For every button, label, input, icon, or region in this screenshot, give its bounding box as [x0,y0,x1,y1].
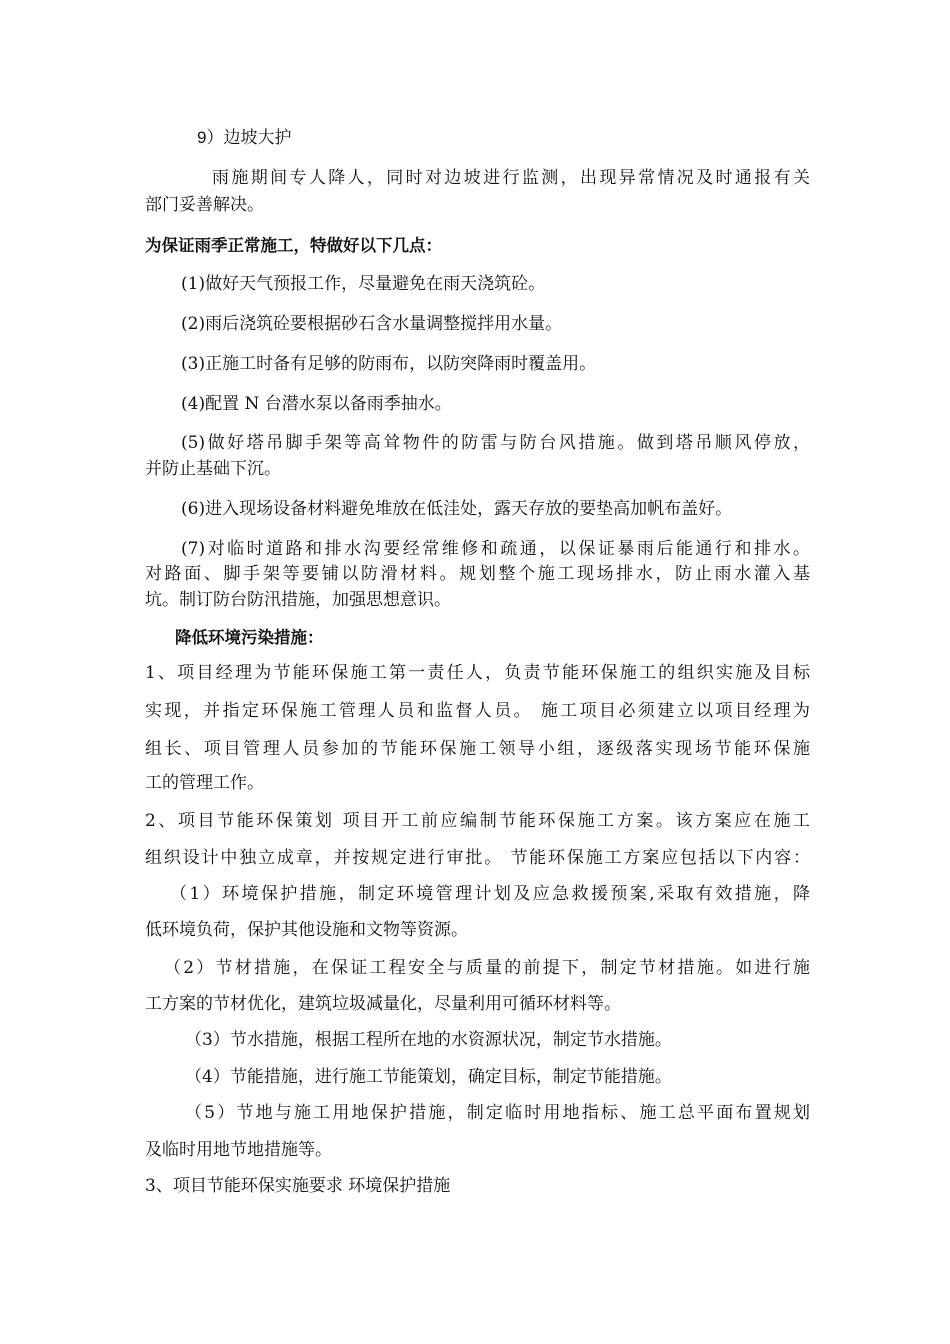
paragraph-line: （3）节水措施，根据工程所在地的水资源状况，制定节水措施。 [185,1030,672,1050]
paragraph-line: （2）节材措施，在保证工程安全与质量的前提下，制定节材措施。如进行施 [164,958,810,978]
list-item: (7)对临时道路和排水沟要经常维修和疏通，以保证暴雨后能通行和排水。 [181,539,810,559]
paragraph-line: 工方案的节材优化，建筑垃圾减量化，尽量利用可循环材料等。 [145,994,621,1014]
list-item-continued: 坑。制订防台防汛措施，加强思想意识。 [145,590,451,610]
paragraph-line: 雨施期间专人降人，同时对边坡进行监测，出现异常情况及时通报有关 [212,168,810,188]
paragraph-line: 及临时用地节地措施等。 [145,1140,332,1160]
heading-pollution-measures: 降低环境污染措施： [175,628,324,647]
paragraph-line: （4）节能措施，进行施工节能策划，确定目标，制定节能措施。 [185,1067,672,1087]
paragraph-line: 3、项目节能环保实施要求 环境保护措施 [145,1176,451,1196]
paragraph-line: （1）环境保护措施，制定环境管理计划及应急救援预案,采取有效措施，降 [170,884,810,904]
list-item: (3)正施工时备有足够的防雨布，以防突降雨时覆盖用。 [181,354,597,374]
paragraph-line: 工的管理工作。 [145,773,264,793]
list-item: (5)做好塔吊脚手架等高耸物件的防雷与防台风措施。做到塔吊顺风停放， [181,433,810,453]
paragraph-line: 组织设计中独立成章，并按规定进行审批。 节能环保施工方案应包括以下内容： [145,848,810,868]
list-item: (1)做好天气预报工作，尽量避免在雨天浇筑砼。 [181,274,546,294]
paragraph-line: 低环境负荷，保护其他设施和文物等资源。 [145,920,468,940]
list-item-continued: 对路面、脚手架等要铺以防滑材料。规划整个施工现场排水，防止雨水灌入基 [145,564,810,584]
list-item: (6)进入现场设备材料避免堆放在低洼处，露天存放的要垫高加帆布盖好。 [181,499,733,519]
paragraph-line: 实现，并指定环保施工管理人员和监督人员。 施工项目必须建立以项目经理为 [145,701,810,721]
list-item: (2)雨后浇筑砼要根据砂石含水量调整搅拌用水量。 [181,314,563,334]
paragraph-line: 部门妥善解决。 [145,195,264,215]
section-heading-slope-protection: 9）边坡大护 [197,128,292,147]
heading-rainy-season: 为保证雨季正常施工，特做好以下几点： [145,236,442,255]
list-item-continued: 并防止基础下沉。 [145,459,281,479]
list-item: (4)配置 N 台潜水泵以备雨季抽水。 [181,394,452,414]
paragraph-line: （5）节地与施工用地保护措施，制定临时用地指标、施工总平面布置规划 [185,1103,810,1123]
paragraph-line: 2、项目节能环保策划 项目开工前应编制节能环保施工方案。该方案应在施工 [145,811,810,831]
paragraph-line: 组长、项目管理人员参加的节能环保施工领导小组，逐级落实现场节能环保施 [145,739,810,759]
paragraph-line: 1、项目经理为节能环保施工第一责任人，负责节能环保施工的组织实施及目标 [145,663,810,683]
